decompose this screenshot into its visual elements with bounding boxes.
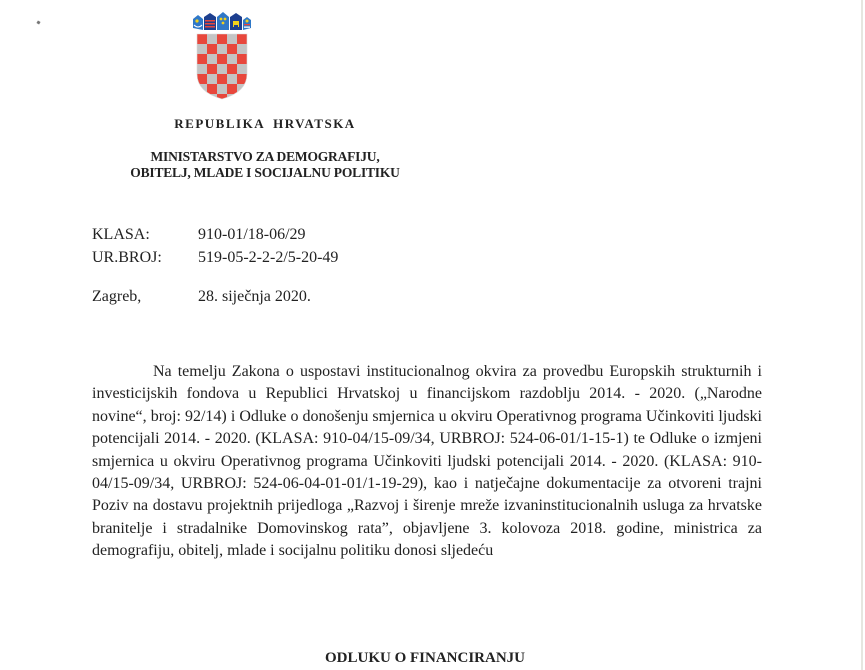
klasa-label: KLASA:: [92, 226, 150, 243]
date-value: 28. siječnja 2020.: [198, 288, 311, 305]
place-label: Zagreb,: [92, 288, 142, 305]
ministry-heading: [60, 149, 470, 181]
scan-speck: [36, 20, 40, 24]
urbroj-label: UR.BROJ:: [92, 249, 162, 266]
country-heading: REPUBLIKA HRVATSKA: [174, 116, 356, 131]
urbroj-value: 519-05-2-2-2/5-20-49: [198, 249, 339, 266]
ministry-line-2: OBITELJ, MLADE I SOCIJALNU POLITIKU: [130, 165, 400, 180]
decision-title: ODLUKU O FINANCIRANJU: [324, 650, 525, 666]
ministry-line-1: MINISTARSTVO ZA DEMOGRAFIJU,: [150, 149, 380, 164]
page-edge: [861, 0, 863, 670]
legal-basis-paragraph: Na temelju Zakona o uspostavi institucionalnog okvira za provedbu Europskih strukturnih i investicijskih fondova u Republici Hrvatskoj u financijskom razdoblju 2014. - 2020. („Narodne novine“, broj: 92/14) i Odluke o donošenju smjernica u okviru Operativnog programa Učinkoviti ljudski potencijali 2014. - 2020. (KLASA: 910-04/15-09/34, URBROJ: 524-06-01/1-15-1) te Odluke o izmjeni smjernica u okviru Operativnog programa Učinkoviti ljudski potencijali 2014. - 2020. (KLASA: 910-04/15-09/34, URBROJ: 524-06-04-01-01/1-19-29), kao i natječajne dokumentacije za otvoreni trajni Poziv na dostavu projektnih prijedloga „Razvoj i širenje mreže izvaninstitucionalnih usluga za hrvatske branitelje i stradalnike Domovinskog rata”, objavljene 3. kolovoza 2018. godine, ministrica za demografiju, obitelj, mlade i socijalnu politiku donosi sljedeću: [92, 363, 762, 560]
croatian-coat-of-arms-icon: [192, 12, 252, 100]
klasa-value: 910-01/18-06/29: [198, 226, 306, 243]
